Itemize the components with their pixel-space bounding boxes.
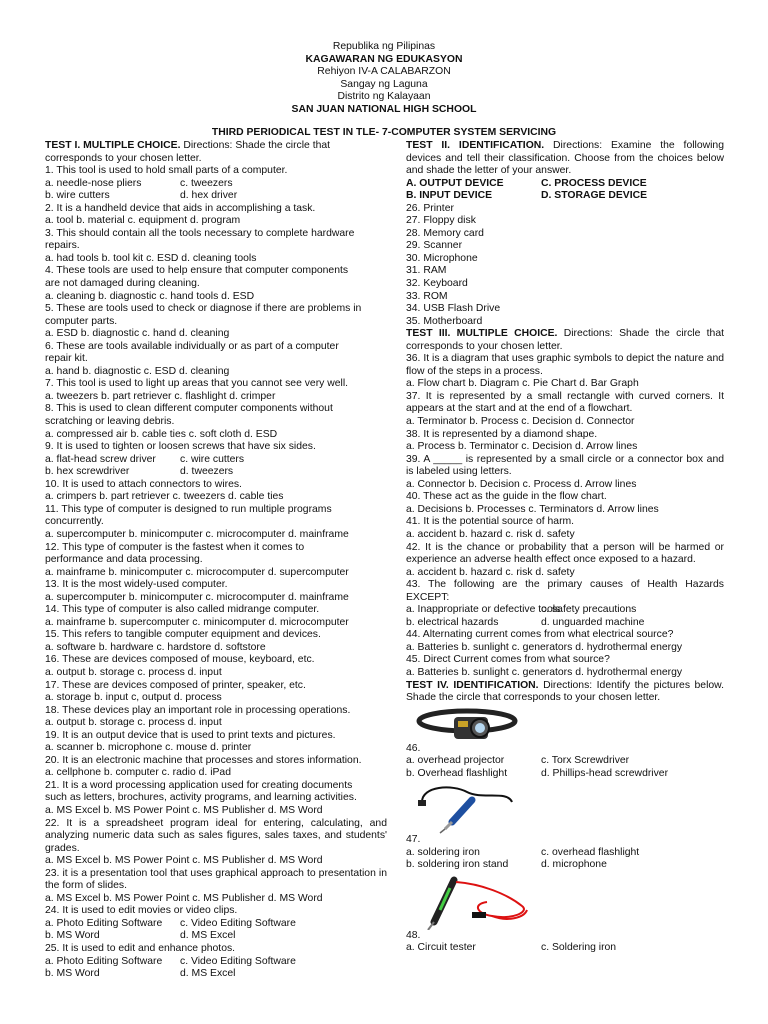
q12-options: a. mainframe b. minicomputer c. microcomputer d. supercomputer (45, 566, 349, 578)
question-11: 11. This type of computer is designed to run multiple programs (45, 503, 332, 515)
question-8: 8. This is used to clean different computer components without (45, 403, 333, 415)
question-4-cont: are not damaged during cleaning. (45, 278, 200, 290)
list-item: 33. ROM (406, 290, 448, 302)
q11-options: a. supercomputer b. minicomputer c. microcomputer d. mainframe (45, 528, 349, 540)
list-item: 34. USB Flash Drive (406, 303, 501, 315)
q24-options-row1 (45, 918, 387, 931)
q43-opt-b: b. electrical hazards (406, 616, 499, 628)
q9-opt-a: a. flat-head screw driver (45, 453, 156, 465)
q43-options-row2 (406, 617, 724, 630)
test-title: THIRD PERIODICAL TEST IN TLE- 7-COMPUTER SYSTEM SERVICING (211, 127, 557, 138)
q46-options-row2 (406, 768, 724, 781)
question-47: 47. (406, 834, 421, 846)
question-39: 39. A _____ is represented by a small circle or a connector box and is labeled using letters. (406, 453, 724, 478)
question-8-cont: scratching or leaving debris. (45, 416, 175, 428)
q36-options: a. Flow chart b. Diagram c. Pie Chart d. Bar Graph (406, 378, 639, 390)
q2-options: a. tool b. material c. equipment d. program (45, 215, 241, 227)
soldering-iron-image (412, 782, 724, 834)
question-24: 24. It is used to edit movies or video clips. (45, 905, 238, 917)
q25-options-row2 (45, 968, 387, 981)
q25-opt-c: c. Video Editing Software (180, 955, 296, 967)
question-18: 18. These devices play an important role in processing operations. (45, 704, 351, 716)
q9-opt-d: d. tweezers (180, 466, 234, 478)
question-38: 38. It is represented by a diamond shape. (406, 428, 598, 440)
q24-opt-c: c. Video Editing Software (180, 917, 296, 929)
q22-options: a. MS Excel b. MS Power Point c. MS Publisher d. MS Word (45, 855, 323, 867)
question-12-cont: performance and data processing. (45, 554, 203, 566)
test1-heading: TEST I. MULTIPLE CHOICE. (45, 140, 181, 151)
question-43: 43. The following are the primary causes of Health Hazards EXCEPT: (406, 579, 724, 603)
q13-options: a. supercomputer b. minicomputer c. microcomputer d. mainframe (45, 591, 349, 603)
q21-options: a. MS Excel b. MS Power Point c. MS Publisher d. MS Word (45, 804, 323, 816)
q9-opt-c: c. wire cutters (180, 453, 245, 465)
test2-heading: TEST II. IDENTIFICATION. (406, 140, 545, 151)
document-header (0, 41, 768, 116)
q9-options-row2 (45, 466, 387, 479)
question-22: 22. It is a spreadsheet program ideal for entering, calculating, and analyzing numeric data such as sales figures, sales taxes, and students' grades. (45, 817, 387, 854)
q46-opt-b: b. Overhead flashlight (406, 767, 508, 779)
test4-dir-text: Directions: Identify the pictures below. Shade the circle that corresponds to your chosen letter. (406, 679, 724, 704)
q7-options: a. tweezers b. part retriever c. flashlight d. crimper (45, 390, 276, 402)
list-item: 32. Keyboard (406, 278, 468, 290)
q43-options-row1 (406, 604, 724, 617)
q3-options: a. had tools b. tool kit c. ESD d. cleaning tools (45, 252, 257, 264)
test4-directions (406, 680, 724, 705)
q46-opt-c: c. Torx Screwdriver (541, 755, 630, 767)
question-37: 37. It is represented by a small rectangle with curved corners. It appears at the start and at the end of a flowchart. (406, 390, 724, 415)
question-3: 3. This should contain all the tools necessary to complete hardware (45, 227, 355, 239)
question-16: 16. These are devices composed of mouse, keyboard, etc. (45, 654, 315, 666)
list-item: 29. Scanner (406, 240, 463, 252)
q8-options: a. compressed air b. cable ties c. soft cloth d. ESD (45, 428, 278, 440)
question-12: 12. This type of computer is the fastest when it comes to (45, 541, 305, 553)
question-44: 44. Alternating current comes from what electrical source? (406, 629, 674, 641)
left-column (45, 140, 387, 981)
question-3-cont: repairs. (45, 240, 80, 252)
q24-opt-d: d. MS Excel (180, 930, 236, 942)
q44-options: a. Batteries b. sunlight c. generators d. hydrothermal energy (406, 641, 683, 653)
question-10: 10. It is used to attach connectors to wires. (45, 478, 242, 490)
q42-options: a. accident b. hazard c. risk d. safety (406, 566, 575, 578)
q9-opt-b: b. hex screwdriver (45, 466, 130, 478)
test2-dir-text: Directions: Examine the following devices and tell their classification. Choose from the choices below and shade the letter of your answer. (406, 140, 724, 177)
q24-options-row2 (45, 930, 387, 943)
q47-opt-b: b. soldering iron stand (406, 859, 509, 871)
question-40: 40. These act as the guide in the flow chart. (406, 491, 607, 503)
q48-opt-a: a. Circuit tester (406, 942, 476, 954)
question-23: 23. it is a presentation tool that uses graphical approach to presentation in the form of slides. (45, 867, 387, 892)
test3-directions (406, 328, 724, 353)
question-5: 5. These are tools used to check or diagnose if there are problems in (45, 303, 362, 315)
test1-directions (45, 140, 387, 153)
question-6-cont: repair kit. (45, 353, 88, 365)
question-11-cont: concurrently. (45, 516, 104, 528)
header-region: Rehiyon IV-A CALABARZON (317, 66, 451, 77)
question-1: 1. This tool is used to hold small parts of a computer. (45, 165, 288, 177)
list-item: 35. Motherboard (406, 315, 483, 327)
q18-options: a. output b. storage c. process d. input (45, 717, 222, 729)
q10-options: a. crimpers b. part retriever c. tweezers d. cable ties (45, 491, 284, 503)
q1-options-row1 (45, 178, 387, 191)
q15-options: a. software b. hardware c. hardstore d. softstore (45, 641, 266, 653)
test2-choices-row1 (406, 178, 724, 191)
q43-opt-c: c. safety precautions (541, 604, 637, 616)
q47-opt-d: d. microphone (541, 859, 607, 871)
header-department: KAGAWARAN NG EDUKASYON (305, 53, 463, 65)
question-36: 36. It is a diagram that uses graphic symbols to depict the nature and flow of the steps in a process. (406, 353, 724, 377)
q40-options: a. Decisions b. Processes c. Terminators d. Arrow lines (406, 503, 659, 515)
q23-options: a. MS Excel b. MS Power Point c. MS Publisher d. MS Word (45, 892, 323, 904)
right-column (406, 140, 724, 955)
question-19: 19. It is an output device that is used to print texts and pictures. (45, 729, 336, 741)
question-9: 9. It is used to tighten or loosen screws that have six sides. (45, 441, 316, 453)
q20-options: a. cellphone b. computer c. radio d. iPad (45, 767, 231, 779)
question-2: 2. It is a handheld device that aids in accomplishing a task. (45, 202, 316, 214)
q47-options-row1 (406, 847, 724, 860)
question-42: 42. It is the chance or probability that a person will be harmed or experience an adverse health effect once exposed to a hazard. (406, 541, 724, 566)
q24-opt-a: a. Photo Editing Software (45, 917, 163, 929)
q47-options-row2 (406, 859, 724, 872)
q25-opt-d: d. MS Excel (180, 968, 236, 980)
choice-process-device: C. PROCESS DEVICE (541, 177, 647, 189)
test1-dir-line2: corresponds to your chosen letter. (45, 152, 202, 164)
test1-dir-text: Directions: Shade the circle that (180, 140, 331, 151)
q5-options: a. ESD b. diagnostic c. hand d. cleaning (45, 328, 230, 340)
q47-opt-c: c. overhead flashlight (541, 846, 640, 858)
question-48: 48. (406, 929, 421, 941)
header-republic: Republika ng Pilipinas (332, 41, 436, 52)
q48-options-row1 (406, 942, 724, 955)
q48-opt-c: c. Soldering iron (541, 942, 617, 954)
choice-output-device: A. OUTPUT DEVICE (406, 177, 504, 189)
q14-options: a. mainframe b. supercomputer c. minicomputer d. microcomputer (45, 616, 349, 628)
question-20: 20. It is an electronic machine that processes and stores information. (45, 754, 362, 766)
question-7: 7. This tool is used to light up areas that you cannot see very well. (45, 378, 349, 390)
q9-options-row1 (45, 454, 387, 467)
test3-heading: TEST III. MULTIPLE CHOICE. (406, 328, 558, 340)
q25-opt-b: b. MS Word (45, 968, 100, 980)
q1-opt-c: c. tweezers (180, 177, 233, 189)
question-45: 45. Direct Current comes from what source? (406, 654, 610, 666)
question-6: 6. These are tools available individually or as part of a computer (45, 340, 339, 352)
test4-heading: TEST IV. IDENTIFICATION. (406, 679, 539, 691)
question-15: 15. This refers to tangible computer equipment and devices. (45, 629, 321, 641)
question-5-cont: computer parts. (45, 315, 118, 327)
q25-options-row1 (45, 956, 387, 969)
q4-options: a. cleaning b. diagnostic c. hand tools d. ESD (45, 290, 255, 302)
q16-options: a. output b. storage c. process d. input (45, 666, 222, 678)
test2-directions (406, 140, 724, 178)
test2-choices-row2 (406, 190, 724, 203)
header-division: Sangay ng Laguna (340, 78, 428, 90)
question-14: 14. This type of computer is also called midrange computer. (45, 604, 320, 616)
choice-storage-device: D. STORAGE DEVICE (541, 190, 648, 202)
list-item: 26. Printer (406, 202, 454, 214)
q37-options: a. Terminator b. Process c. Decision d. Connector (406, 416, 635, 428)
q17-options: a. storage b. input c, output d. process (45, 692, 222, 704)
question-13: 13. It is the most widely-used computer. (45, 579, 228, 591)
q1-opt-b: b. wire cutters (45, 190, 110, 202)
list-item: 27. Floppy disk (406, 215, 476, 227)
headlamp-image (412, 707, 724, 743)
q1-opt-d: d. hex driver (180, 190, 238, 202)
q6-options: a. hand b. diagnostic c. ESD d. cleaning (45, 365, 230, 377)
question-21: 21. It is a word processing application used for creating documents (45, 779, 353, 791)
question-25: 25. It is used to edit and enhance photos. (45, 943, 236, 954)
header-district: Distrito ng Kalayaan (337, 91, 431, 102)
test3-dir-text: Directions: Shade the circle that corresponds to your chosen letter. (406, 328, 724, 352)
question-21-cont: such as letters, brochures, activity programs, and learning activities. (45, 792, 357, 804)
q41-options: a. accident b. hazard c. risk d. safety (406, 528, 575, 540)
q43-opt-a: a. Inappropriate or defective tools (406, 604, 561, 616)
question-46: 46. (406, 742, 421, 754)
q45-options: a. Batteries b. sunlight c. generators d. hydrothermal energy (406, 666, 683, 678)
header-school: SAN JUAN NATIONAL HIGH SCHOOL (291, 103, 477, 115)
q46-options-row1 (406, 755, 724, 768)
question-41: 41. It is the potential source of harm. (406, 516, 575, 528)
question-4: 4. These tools are used to help ensure that computer components (45, 265, 349, 277)
choice-input-device: B. INPUT DEVICE (406, 190, 493, 202)
q43-opt-d: d. unguarded machine (541, 616, 645, 628)
q1-options-row2 (45, 190, 387, 203)
list-item: 30. Microphone (406, 252, 478, 264)
question-17: 17. These are devices composed of printer, speaker, etc. (45, 679, 306, 691)
q19-options: a. scanner b. microphone c. mouse d. printer (45, 742, 252, 754)
q25-opt-a: a. Photo Editing Software (45, 955, 163, 967)
q46-opt-d: d. Phillips-head screwdriver (541, 767, 669, 779)
q46-opt-a: a. overhead projector (406, 755, 505, 767)
circuit-tester-image (412, 874, 724, 930)
list-item: 28. Memory card (406, 227, 484, 239)
q38-options: a. Process b. Terminator c. Decision d. Arrow lines (406, 441, 638, 453)
q1-opt-a: a. needle-nose pliers (45, 177, 142, 189)
list-item: 31. RAM (406, 265, 447, 277)
q47-opt-a: a. soldering iron (406, 846, 480, 858)
q39-options: a. Connector b. Decision c. Process d. Arrow lines (406, 478, 637, 490)
q24-opt-b: b. MS Word (45, 930, 100, 942)
